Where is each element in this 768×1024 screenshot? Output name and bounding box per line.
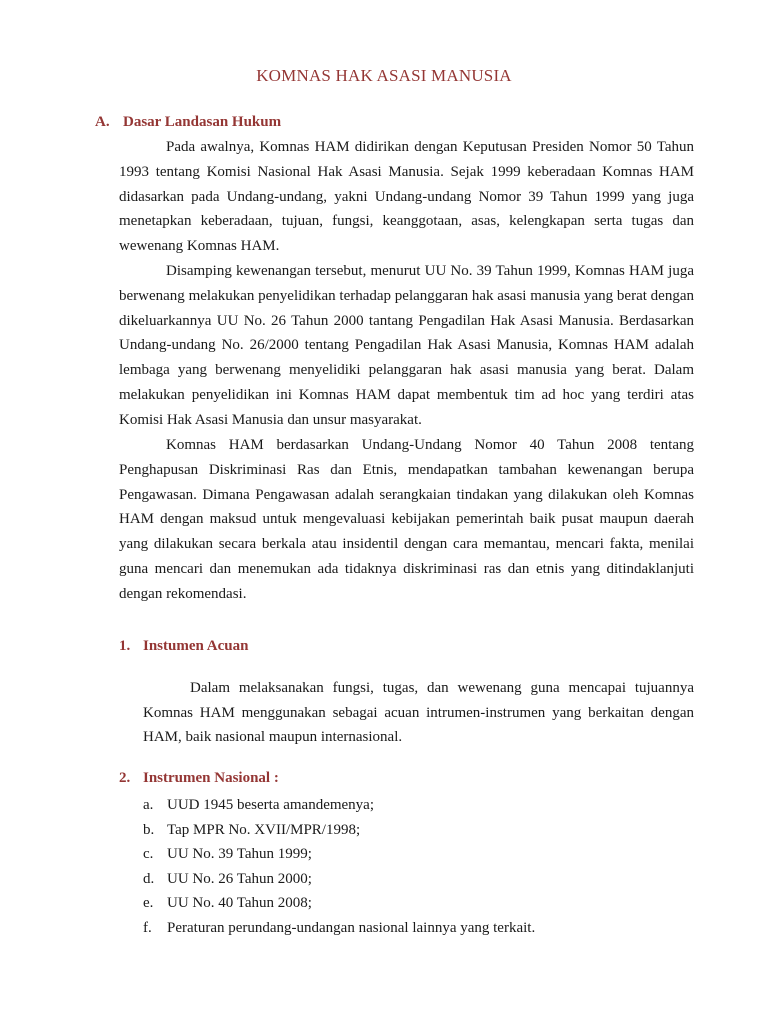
section-a-paragraph-2: Disamping kewenangan tersebut, menurut UU No. 39 Tahun 1999, Komnas HAM juga berwenang melakukan penyelidikan terhadap pelanggaran hak asasi manusia yang berat dengan dikeluarkannya UU No. 26 Tahun 2000 tantang Pengadilan Hak Asasi Manusia. Berdasarkan Undang-undang No. 26/2000 tentang Pengadilan Hak Asasi Manusia, Komnas HAM adalah lembaga yang berwenang menyelidiki pelanggaran hak asasi manusia yang berat. Dalam melakukan penyelidikan ini Komnas HAM dapat membentuk tim ad hoc yang terdiri atas Komisi Hak Asasi Manusia dan unsur masyarakat. [119,263,694,428]
list-item-letter: c. [143,846,154,863]
page-title: KOMNAS HAK ASASI MANUSIA [256,66,512,85]
section-2-marker: 2. [119,770,131,786]
section-1-paragraph: Dalam melaksanakan fungsi, tugas, dan wewenang guna mencapai tujuannya Komnas HAM menggunakan sebagai acuan intrumen-instrumen yang berkaitan dengan HAM, baik nasional maupun internasional. [143,680,694,746]
list-item [143,818,535,843]
section-a-paragraph-1: Pada awalnya, Komnas HAM didirikan dengan Keputusan Presiden Nomor 50 Tahun 1993 tentang Komisi Nasional Hak Asasi Manusia. Sejak 1999 keberadaan Komnas HAM didasarkan pada Undang-undang, yakni Undang-undang Nomor 39 Tahun 1999 yang juga menetapkan keberadaan, tujuan, fungsi, keanggotaan, asas, kelengkapan serta tugas dan wewenang Komnas HAM. [119,139,694,255]
list-item-text: UU No. 40 Tahun 2008; [167,895,312,912]
section-1-heading [119,638,248,655]
list-item-text: Tap MPR No. XVII/MPR/1998; [167,821,361,838]
list-item [143,891,535,916]
section-2-title: Instrumen Nasional : [143,770,279,786]
section-a-paragraph-3: Komnas HAM berdasarkan Undang-Undang Nomor 40 Tahun 2008 tentang Penghapusan Diskriminasi Ras dan Etnis, mendapatkan tambahan kewenangan berupa Pengawasan. Dimana Pengawasan adalah serangkaian tindakan yang dilakukan oleh Komnas HAM dengan maksud untuk mengevaluasi kebijakan pemerintah baik pusat maupun daerah yang dilakukan secara berkala atau insidentil dengan cara memantau, mencari fakta, menilai guna mencari dan menemukan ada tidaknya diskriminasi ras dan etnis yang ditindaklanjuti dengan rekomendasi. [119,437,694,602]
section-2-heading [119,770,279,787]
list-item-text: UU No. 26 Tahun 2000; [167,870,312,887]
list-item [143,916,535,941]
section-a-title: Dasar Landasan Hukum [123,114,282,130]
section-a-heading [95,114,281,131]
list-item-text: Peraturan perundang-undangan nasional lainnya yang terkait. [167,919,536,936]
list-item [143,793,535,818]
list-item [143,867,535,892]
list-item-letter: e. [143,895,154,912]
list-item-letter: a. [143,797,154,813]
list-item-letter: f. [143,919,152,936]
list-item-letter: b. [143,821,155,838]
instrumen-nasional-list [143,793,535,941]
list-item [143,842,535,867]
section-1-marker: 1. [119,638,131,654]
section-a-marker: A. [95,114,110,130]
list-item-text: UU No. 39 Tahun 1999; [167,846,312,863]
list-item-text: UUD 1945 beserta amandemenya; [167,797,375,813]
list-item-letter: d. [143,870,155,887]
section-1-title: Instumen Acuan [143,638,249,654]
